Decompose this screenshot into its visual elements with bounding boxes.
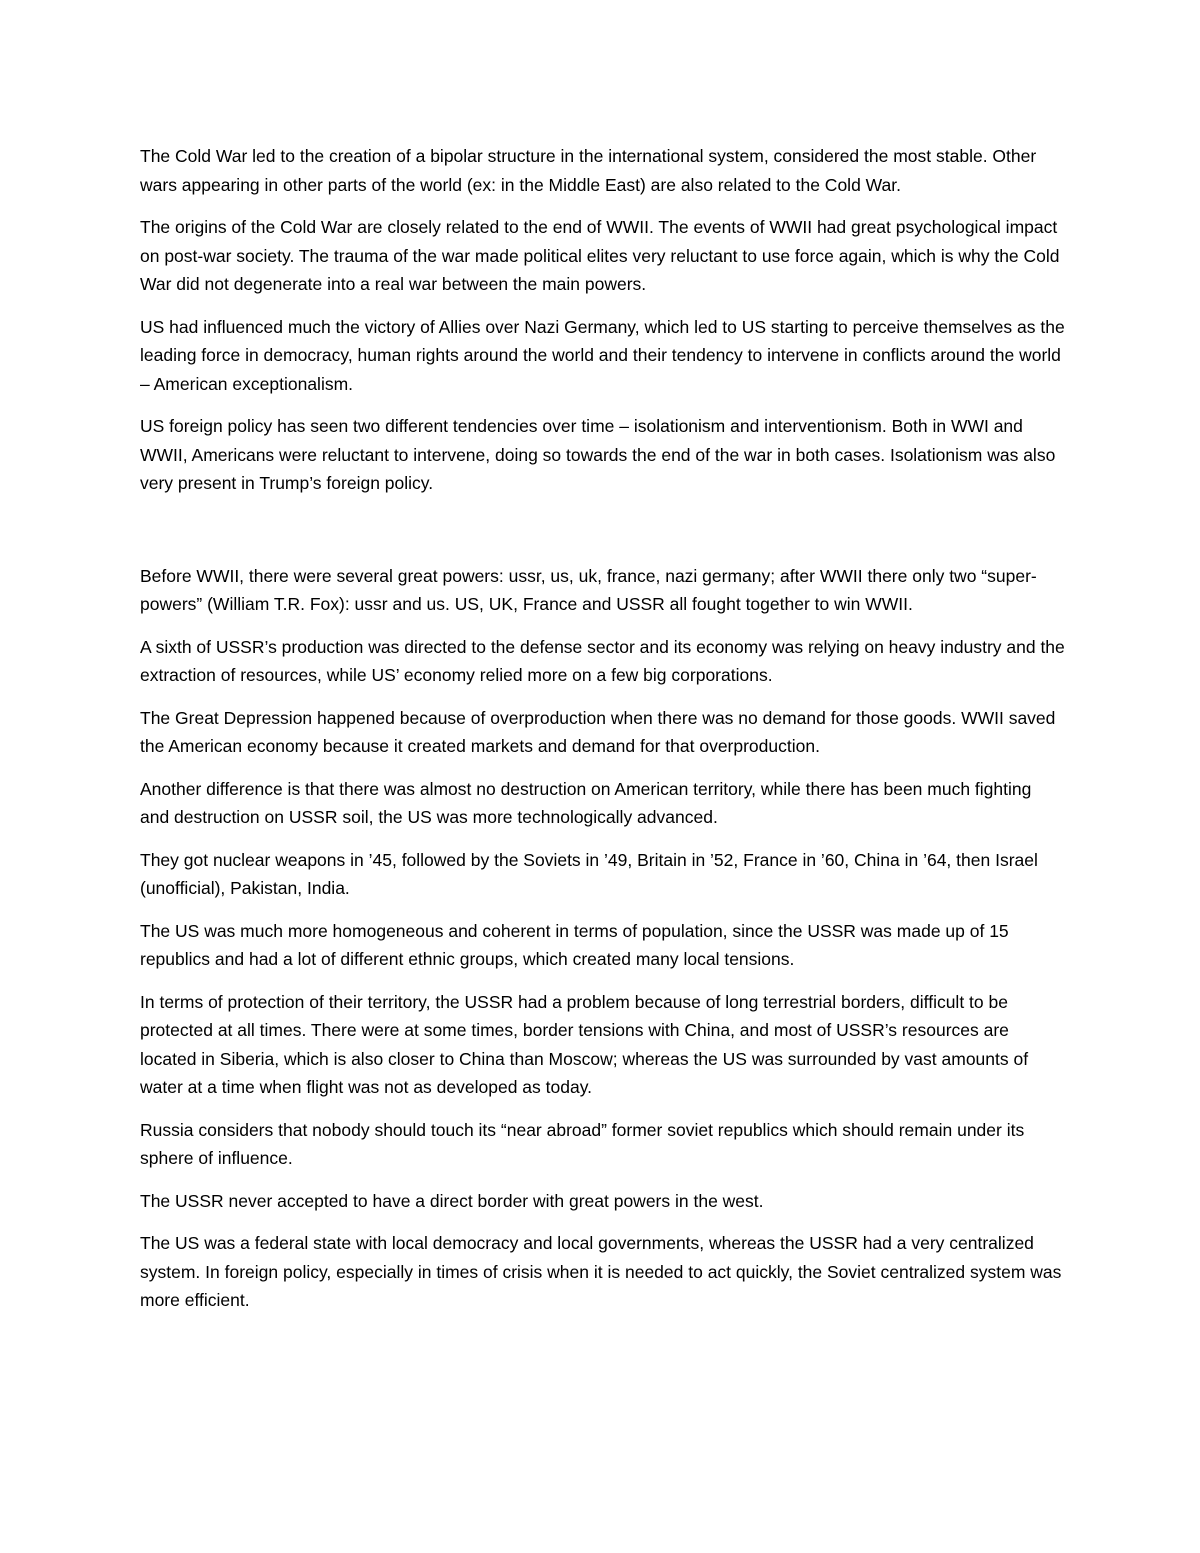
paragraph-american-exceptionalism: US had influenced much the victory of Allies over Nazi Germany, which led to US starting to perceive themselves as the leading force in democracy, human rights around the world and their tendency to intervene in conflicts around the world – American exceptionalism. [140, 316, 1065, 394]
paragraph-near-abroad: Russia considers that nobody should touch its “near abroad” former soviet republics which should remain under its sphere of influence. [140, 1119, 1025, 1168]
paragraph-population: The US was much more homogeneous and coherent in terms of population, since the USSR was made up of 15 republics and had a lot of different ethnic groups, which created many local tensions. [140, 920, 1009, 969]
paragraph-great-powers: Before WWII, there were several great powers: ussr, us, uk, france, nazi germany; after WWII there only two “super-powers” (William T.R. Fox): ussr and us. US, UK, France and USSR all fought together to win WWII. [140, 565, 1037, 614]
paragraph-origins-cold-war: The origins of the Cold War are closely related to the end of WWII. The events of WWII had great psychological impact on post-war society. The trauma of the war made political elites very reluctant to use force again, which is why the Cold War did not degenerate into a real war between the main powers. [140, 217, 1060, 294]
section-break [140, 512, 1065, 562]
paragraph-ussr-production: A sixth of USSR’s production was directed to the defense sector and its economy was relying on heavy industry and the extraction of resources, while US’ economy relied more on a few big corporations. [140, 636, 1065, 685]
paragraph-territory-destruction: Another difference is that there was almost no destruction on American territory, while there has been much fighting and destruction on USSR soil, the US was more technologically advanced. [140, 778, 1032, 827]
paragraph-federal-state: The US was a federal state with local democracy and local governments, whereas the USSR had a very centralized system. In foreign policy, especially in times of crisis when it is needed to act quickly, the Soviet centralized system was more efficient. [140, 1233, 1062, 1310]
paragraph-great-depression: The Great Depression happened because of overproduction when there was no demand for those goods. WWII saved the American economy because it created markets and demand for that overproduction. [140, 707, 1056, 756]
paragraph-territory-protection: In terms of protection of their territory, the USSR had a problem because of long terrestrial borders, difficult to be protected at all times. There were at some times, border tensions with China, and most of USSR’s resources are located in Siberia, which is also closer to China than Moscow; whereas the US was surrounded by vast amounts of water at a time when flight was not as developed as today. [140, 991, 1029, 1097]
paragraph-bipolar-structure: The Cold War led to the creation of a bipolar structure in the international system, considered the most stable. Other wars appearing in other parts of the world (ex: in the Middle East) are also related to the Cold War. [140, 146, 1037, 195]
paragraph-us-foreign-policy: US foreign policy has seen two different tendencies over time – isolationism and interventionism. Both in WWI and WWII, Americans were reluctant to intervene, doing so towards the end of the war in both cases. Isolationism was also very present in Trump’s foreign policy. [140, 416, 1056, 493]
paragraph-nuclear-weapons: They got nuclear weapons in ’45, followed by the Soviets in ’49, Britain in ’52, France in ’60, China in ’64, then Israel (unofficial), Pakistan, India. [140, 849, 1038, 898]
paragraph-direct-border: The USSR never accepted to have a direct border with great powers in the west. [140, 1190, 764, 1211]
document-body [140, 142, 1065, 1329]
